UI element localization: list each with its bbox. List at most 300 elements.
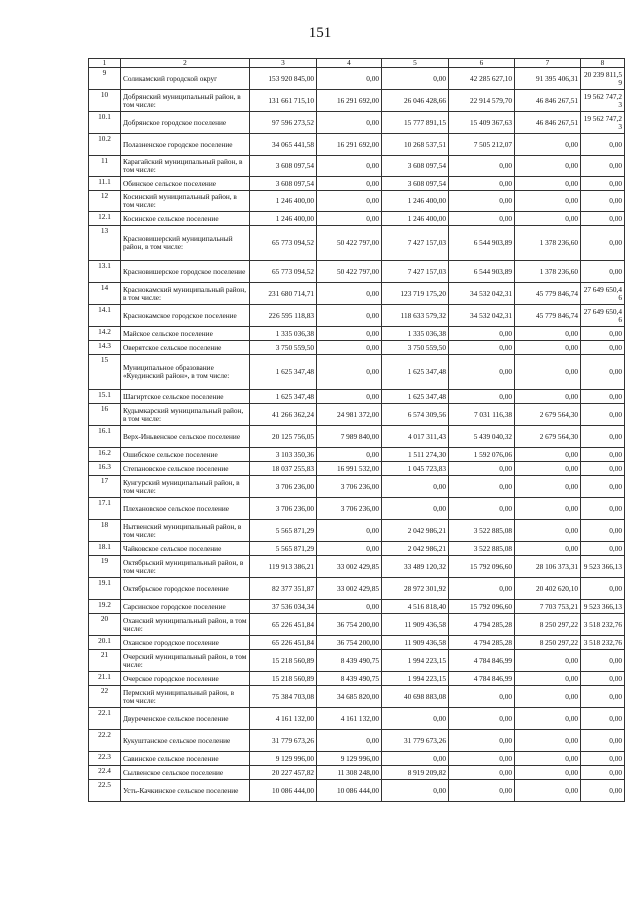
amount-col-4: 0,00	[317, 212, 382, 226]
amount-col-3: 65 773 094,52	[250, 226, 317, 261]
amount-col-5: 1 994 223,15	[382, 672, 449, 686]
amount-col-7: 20 402 620,10	[515, 578, 581, 600]
amount-col-7: 0,00	[515, 156, 581, 177]
row-number: 16	[89, 404, 121, 426]
amount-col-5: 0,00	[382, 708, 449, 730]
amount-col-8: 19 562 747,23	[581, 112, 625, 134]
row-number: 16.2	[89, 448, 121, 462]
amount-col-4: 10 086 444,00	[317, 780, 382, 802]
territory-name: Оханское городское поселение	[121, 636, 250, 650]
amount-col-4: 3 706 236,00	[317, 498, 382, 520]
table-row	[89, 112, 625, 134]
amount-col-6: 0,00	[449, 708, 515, 730]
territory-name: Кукуштанское сельское поселение	[121, 730, 250, 752]
amount-col-5: 118 633 579,32	[382, 305, 449, 327]
amount-col-6: 4 784 846,99	[449, 650, 515, 672]
amount-col-5: 0,00	[382, 780, 449, 802]
page-number: 151	[308, 25, 332, 41]
amount-col-5: 3 608 097,54	[382, 177, 449, 191]
amount-col-8: 0,00	[581, 498, 625, 520]
amount-col-8: 0,00	[581, 672, 625, 686]
amount-col-8: 20 239 811,59	[581, 68, 625, 90]
amount-col-8: 0,00	[581, 134, 625, 156]
amount-col-7: 1 378 236,60	[515, 261, 581, 283]
amount-col-3: 1 246 400,00	[250, 212, 317, 226]
row-number: 19	[89, 556, 121, 578]
amount-col-4: 0,00	[317, 191, 382, 212]
amount-col-5: 2 042 986,21	[382, 520, 449, 542]
budget-table	[88, 58, 625, 802]
amount-col-6: 0,00	[449, 212, 515, 226]
amount-col-7: 0,00	[515, 686, 581, 708]
amount-col-3: 20 227 457,82	[250, 766, 317, 780]
row-number: 20.1	[89, 636, 121, 650]
amount-col-3: 3 608 097,54	[250, 156, 317, 177]
amount-col-6: 0,00	[449, 752, 515, 766]
amount-col-8: 0,00	[581, 578, 625, 600]
amount-col-4: 36 754 200,00	[317, 614, 382, 636]
amount-col-4: 50 422 797,00	[317, 226, 382, 261]
amount-col-8: 0,00	[581, 390, 625, 404]
row-number: 19.2	[89, 600, 121, 614]
amount-col-7: 0,00	[515, 462, 581, 476]
amount-col-3: 65 226 451,84	[250, 636, 317, 650]
territory-name: Савинское сельское поселение	[121, 752, 250, 766]
territory-name: Чайковское сельское поселение	[121, 542, 250, 556]
table-row	[89, 636, 625, 650]
amount-col-8: 0,00	[581, 542, 625, 556]
amount-col-8: 0,00	[581, 448, 625, 462]
territory-name: Нытвенский муниципальный район, в том числе:	[121, 520, 250, 542]
amount-col-6: 0,00	[449, 462, 515, 476]
amount-col-6: 4 784 846,99	[449, 672, 515, 686]
amount-col-5: 1 335 036,38	[382, 327, 449, 341]
amount-col-3: 37 536 034,34	[250, 600, 317, 614]
amount-col-6: 0,00	[449, 156, 515, 177]
row-number: 22.2	[89, 730, 121, 752]
amount-col-3: 65 773 094,52	[250, 261, 317, 283]
amount-col-4: 0,00	[317, 283, 382, 305]
table-row	[89, 780, 625, 802]
row-number: 10	[89, 90, 121, 112]
amount-col-4: 33 002 429,85	[317, 556, 382, 578]
territory-name: Верх-Иньвенское сельское поселение	[121, 426, 250, 448]
territory-name: Октябрьское городское поселение	[121, 578, 250, 600]
amount-col-8: 0,00	[581, 462, 625, 476]
territory-name: Муниципальное образование «Куединский район», в том числе:	[121, 355, 250, 390]
amount-col-6: 0,00	[449, 191, 515, 212]
amount-col-8: 19 562 747,23	[581, 90, 625, 112]
row-number: 15.1	[89, 390, 121, 404]
territory-name: Краснокамское городское поселение	[121, 305, 250, 327]
row-number: 22	[89, 686, 121, 708]
amount-col-6: 1 592 076,06	[449, 448, 515, 462]
amount-col-4: 0,00	[317, 520, 382, 542]
table-row	[89, 426, 625, 448]
column-header: 1	[89, 59, 121, 68]
territory-name: Плехановское сельское поселение	[121, 498, 250, 520]
amount-col-6: 3 522 885,08	[449, 520, 515, 542]
amount-col-4: 11 308 248,00	[317, 766, 382, 780]
amount-col-3: 3 706 236,00	[250, 476, 317, 498]
table-row	[89, 90, 625, 112]
amount-col-7: 0,00	[515, 650, 581, 672]
amount-col-3: 9 129 996,00	[250, 752, 317, 766]
row-number: 17.1	[89, 498, 121, 520]
territory-name: Очерское городское поселение	[121, 672, 250, 686]
row-number: 15	[89, 355, 121, 390]
table-row	[89, 448, 625, 462]
amount-col-4: 16 291 692,00	[317, 90, 382, 112]
amount-col-3: 1 246 400,00	[250, 191, 317, 212]
table-row	[89, 498, 625, 520]
amount-col-5: 7 427 157,03	[382, 261, 449, 283]
amount-col-5: 26 046 428,66	[382, 90, 449, 112]
amount-col-8: 9 523 366,13	[581, 600, 625, 614]
amount-col-7: 0,00	[515, 730, 581, 752]
territory-name: Сарсинское городское поселение	[121, 600, 250, 614]
amount-col-7: 0,00	[515, 134, 581, 156]
amount-col-5: 6 574 309,56	[382, 404, 449, 426]
territory-name: Ошибское сельское поселение	[121, 448, 250, 462]
amount-col-5: 1 246 400,00	[382, 191, 449, 212]
amount-col-7: 0,00	[515, 390, 581, 404]
amount-col-4: 0,00	[317, 542, 382, 556]
amount-col-7: 2 679 564,30	[515, 404, 581, 426]
row-number: 10.1	[89, 112, 121, 134]
amount-col-4: 4 161 132,00	[317, 708, 382, 730]
amount-col-6: 34 532 042,31	[449, 283, 515, 305]
table-row	[89, 476, 625, 498]
amount-col-8: 3 518 232,76	[581, 636, 625, 650]
amount-col-7: 2 679 564,30	[515, 426, 581, 448]
row-number: 20	[89, 614, 121, 636]
table-row	[89, 68, 625, 90]
amount-col-5: 0,00	[382, 498, 449, 520]
amount-col-5: 0,00	[382, 476, 449, 498]
amount-col-5: 28 972 301,92	[382, 578, 449, 600]
table-row	[89, 520, 625, 542]
amount-col-4: 0,00	[317, 448, 382, 462]
amount-col-6: 0,00	[449, 476, 515, 498]
amount-col-3: 75 384 703,08	[250, 686, 317, 708]
territory-name: Двуреченское сельское поселение	[121, 708, 250, 730]
amount-col-8: 0,00	[581, 341, 625, 355]
territory-name: Шагиртское сельское поселение	[121, 390, 250, 404]
amount-col-7: 0,00	[515, 752, 581, 766]
amount-col-5: 0,00	[382, 68, 449, 90]
table-row	[89, 341, 625, 355]
amount-col-7: 0,00	[515, 520, 581, 542]
amount-col-6: 0,00	[449, 730, 515, 752]
amount-col-8: 27 649 650,46	[581, 305, 625, 327]
row-number: 14.2	[89, 327, 121, 341]
table-row	[89, 752, 625, 766]
territory-name: Красновишерское городское поселение	[121, 261, 250, 283]
amount-col-3: 15 218 560,89	[250, 650, 317, 672]
amount-col-5: 31 779 673,26	[382, 730, 449, 752]
territory-name: Красновишерский муниципальный район, в том числе:	[121, 226, 250, 261]
amount-col-3: 119 913 386,21	[250, 556, 317, 578]
amount-col-4: 0,00	[317, 730, 382, 752]
territory-name: Пермский муниципальный район, в том числе:	[121, 686, 250, 708]
amount-col-4: 8 439 490,75	[317, 672, 382, 686]
amount-col-6: 0,00	[449, 780, 515, 802]
table-row	[89, 177, 625, 191]
amount-col-4: 0,00	[317, 68, 382, 90]
table-row	[89, 212, 625, 226]
table-row	[89, 542, 625, 556]
territory-name: Косинское сельское поселение	[121, 212, 250, 226]
amount-col-7: 46 846 267,51	[515, 112, 581, 134]
row-number: 14.1	[89, 305, 121, 327]
amount-col-6: 5 439 040,32	[449, 426, 515, 448]
table-row	[89, 614, 625, 636]
table-row	[89, 600, 625, 614]
column-header: 6	[449, 59, 515, 68]
amount-col-6: 0,00	[449, 355, 515, 390]
row-number: 19.1	[89, 578, 121, 600]
amount-col-3: 5 565 871,29	[250, 520, 317, 542]
amount-col-5: 4 516 818,40	[382, 600, 449, 614]
table-row	[89, 390, 625, 404]
amount-col-4: 16 991 532,00	[317, 462, 382, 476]
row-number: 11	[89, 156, 121, 177]
row-number: 11.1	[89, 177, 121, 191]
amount-col-3: 41 266 362,24	[250, 404, 317, 426]
table-row	[89, 730, 625, 752]
amount-col-8: 0,00	[581, 476, 625, 498]
amount-col-7: 0,00	[515, 542, 581, 556]
amount-col-3: 3 706 236,00	[250, 498, 317, 520]
amount-col-7: 0,00	[515, 177, 581, 191]
amount-col-6: 15 409 367,63	[449, 112, 515, 134]
amount-col-3: 5 565 871,29	[250, 542, 317, 556]
amount-col-7: 0,00	[515, 341, 581, 355]
amount-col-3: 82 377 351,87	[250, 578, 317, 600]
row-number: 16.3	[89, 462, 121, 476]
amount-col-7: 0,00	[515, 355, 581, 390]
column-header: 2	[121, 59, 250, 68]
amount-col-6: 15 792 096,60	[449, 556, 515, 578]
table-row	[89, 191, 625, 212]
amount-col-4: 16 291 692,00	[317, 134, 382, 156]
amount-col-5: 3 608 097,54	[382, 156, 449, 177]
amount-col-5: 33 489 120,32	[382, 556, 449, 578]
amount-col-8: 0,00	[581, 752, 625, 766]
amount-col-6: 0,00	[449, 390, 515, 404]
amount-col-8: 0,00	[581, 730, 625, 752]
territory-name: Кунгурский муниципальный район, в том числе:	[121, 476, 250, 498]
amount-col-4: 0,00	[317, 156, 382, 177]
column-header: 7	[515, 59, 581, 68]
table-header-row	[89, 59, 625, 68]
row-number: 18.1	[89, 542, 121, 556]
amount-col-4: 0,00	[317, 390, 382, 404]
amount-col-6: 0,00	[449, 327, 515, 341]
amount-col-5: 1 045 723,83	[382, 462, 449, 476]
territory-name: Очерский муниципальный район, в том числе:	[121, 650, 250, 672]
amount-col-4: 9 129 996,00	[317, 752, 382, 766]
amount-col-7: 8 250 297,22	[515, 636, 581, 650]
amount-col-8: 0,00	[581, 177, 625, 191]
amount-col-5: 1 625 347,48	[382, 390, 449, 404]
amount-col-3: 153 920 845,00	[250, 68, 317, 90]
amount-col-3: 34 065 441,58	[250, 134, 317, 156]
territory-name: Сылвенское сельское поселение	[121, 766, 250, 780]
row-number: 22.5	[89, 780, 121, 802]
amount-col-5: 8 919 209,82	[382, 766, 449, 780]
amount-col-6: 0,00	[449, 177, 515, 191]
row-number: 12.1	[89, 212, 121, 226]
table-row	[89, 672, 625, 686]
column-header: 3	[250, 59, 317, 68]
row-number: 10.2	[89, 134, 121, 156]
amount-col-6: 0,00	[449, 341, 515, 355]
table-row	[89, 134, 625, 156]
amount-col-7: 0,00	[515, 766, 581, 780]
amount-col-8: 0,00	[581, 650, 625, 672]
amount-col-7: 45 779 846,74	[515, 305, 581, 327]
territory-name: Обинское сельское поселение	[121, 177, 250, 191]
amount-col-5: 40 698 883,08	[382, 686, 449, 708]
amount-col-6: 0,00	[449, 578, 515, 600]
amount-col-4: 0,00	[317, 341, 382, 355]
amount-col-7: 0,00	[515, 327, 581, 341]
amount-col-7: 0,00	[515, 498, 581, 520]
amount-col-6: 0,00	[449, 498, 515, 520]
amount-col-6: 34 532 042,31	[449, 305, 515, 327]
amount-col-8: 9 523 366,13	[581, 556, 625, 578]
amount-col-4: 7 989 840,00	[317, 426, 382, 448]
territory-name: Соликамский городской округ	[121, 68, 250, 90]
amount-col-7: 7 703 753,21	[515, 600, 581, 614]
row-number: 14.3	[89, 341, 121, 355]
amount-col-8: 0,00	[581, 226, 625, 261]
amount-col-6: 3 522 885,08	[449, 542, 515, 556]
amount-col-3: 3 103 350,36	[250, 448, 317, 462]
amount-col-3: 31 779 673,26	[250, 730, 317, 752]
row-number: 22.4	[89, 766, 121, 780]
amount-col-7: 0,00	[515, 212, 581, 226]
row-number: 17	[89, 476, 121, 498]
row-number: 13	[89, 226, 121, 261]
amount-col-3: 231 680 714,71	[250, 283, 317, 305]
amount-col-4: 0,00	[317, 177, 382, 191]
amount-col-8: 0,00	[581, 426, 625, 448]
territory-name: Степановское сельское поселение	[121, 462, 250, 476]
amount-col-3: 131 661 715,10	[250, 90, 317, 112]
amount-col-5: 1 511 274,30	[382, 448, 449, 462]
table-row	[89, 327, 625, 341]
amount-col-7: 8 250 297,22	[515, 614, 581, 636]
amount-col-3: 18 037 255,83	[250, 462, 317, 476]
amount-col-4: 36 754 200,00	[317, 636, 382, 650]
amount-col-7: 46 846 267,51	[515, 90, 581, 112]
amount-col-8: 0,00	[581, 780, 625, 802]
row-number: 21.1	[89, 672, 121, 686]
row-number: 14	[89, 283, 121, 305]
table-row	[89, 156, 625, 177]
territory-name: Оханский муниципальный район, в том числе:	[121, 614, 250, 636]
row-number: 13.1	[89, 261, 121, 283]
amount-col-7: 0,00	[515, 780, 581, 802]
amount-col-7: 28 106 373,31	[515, 556, 581, 578]
amount-col-5: 11 909 436,58	[382, 636, 449, 650]
table-row	[89, 556, 625, 578]
amount-col-3: 4 161 132,00	[250, 708, 317, 730]
amount-col-3: 10 086 444,00	[250, 780, 317, 802]
amount-col-8: 0,00	[581, 766, 625, 780]
amount-col-4: 34 685 820,00	[317, 686, 382, 708]
amount-col-7: 91 395 406,31	[515, 68, 581, 90]
amount-col-7: 1 378 236,60	[515, 226, 581, 261]
table-row	[89, 404, 625, 426]
amount-col-6: 4 794 285,28	[449, 636, 515, 650]
column-header: 8	[581, 59, 625, 68]
row-number: 18	[89, 520, 121, 542]
amount-col-6: 22 914 579,70	[449, 90, 515, 112]
amount-col-5: 1 625 347,48	[382, 355, 449, 390]
row-number: 16.1	[89, 426, 121, 448]
amount-col-6: 6 544 903,89	[449, 226, 515, 261]
amount-col-5: 0,00	[382, 752, 449, 766]
table-row	[89, 686, 625, 708]
amount-col-3: 65 226 451,84	[250, 614, 317, 636]
amount-col-4: 33 002 429,85	[317, 578, 382, 600]
amount-col-5: 123 719 175,20	[382, 283, 449, 305]
amount-col-6: 4 794 285,28	[449, 614, 515, 636]
territory-name: Усть-Качкинское сельское поселение	[121, 780, 250, 802]
territory-name: Карагайский муниципальный район, в том числе:	[121, 156, 250, 177]
amount-col-6: 7 505 212,07	[449, 134, 515, 156]
amount-col-4: 24 981 372,00	[317, 404, 382, 426]
territory-name: Полазненское городское поселение	[121, 134, 250, 156]
row-number: 21	[89, 650, 121, 672]
amount-col-4: 0,00	[317, 600, 382, 614]
amount-col-6: 0,00	[449, 686, 515, 708]
amount-col-3: 3 750 559,50	[250, 341, 317, 355]
table-row	[89, 261, 625, 283]
amount-col-5: 1 994 223,15	[382, 650, 449, 672]
amount-col-6: 0,00	[449, 766, 515, 780]
amount-col-5: 11 909 436,58	[382, 614, 449, 636]
amount-col-3: 97 596 273,52	[250, 112, 317, 134]
amount-col-4: 3 706 236,00	[317, 476, 382, 498]
territory-name: Майское сельское поселение	[121, 327, 250, 341]
table-row	[89, 766, 625, 780]
amount-col-8: 0,00	[581, 355, 625, 390]
territory-name: Октябрьский муниципальный район, в том числе:	[121, 556, 250, 578]
amount-col-4: 0,00	[317, 305, 382, 327]
amount-col-3: 20 125 756,05	[250, 426, 317, 448]
amount-col-7: 0,00	[515, 191, 581, 212]
row-number: 22.3	[89, 752, 121, 766]
amount-col-3: 226 595 118,83	[250, 305, 317, 327]
table-row	[89, 708, 625, 730]
amount-col-4: 0,00	[317, 327, 382, 341]
amount-col-5: 1 246 400,00	[382, 212, 449, 226]
amount-col-3: 1 625 347,48	[250, 355, 317, 390]
amount-col-3: 3 608 097,54	[250, 177, 317, 191]
amount-col-5: 10 268 537,51	[382, 134, 449, 156]
amount-col-8: 0,00	[581, 212, 625, 226]
table-row	[89, 283, 625, 305]
amount-col-4: 0,00	[317, 112, 382, 134]
column-header: 4	[317, 59, 382, 68]
amount-col-7: 0,00	[515, 476, 581, 498]
territory-name: Косинский муниципальный район, в том числе:	[121, 191, 250, 212]
